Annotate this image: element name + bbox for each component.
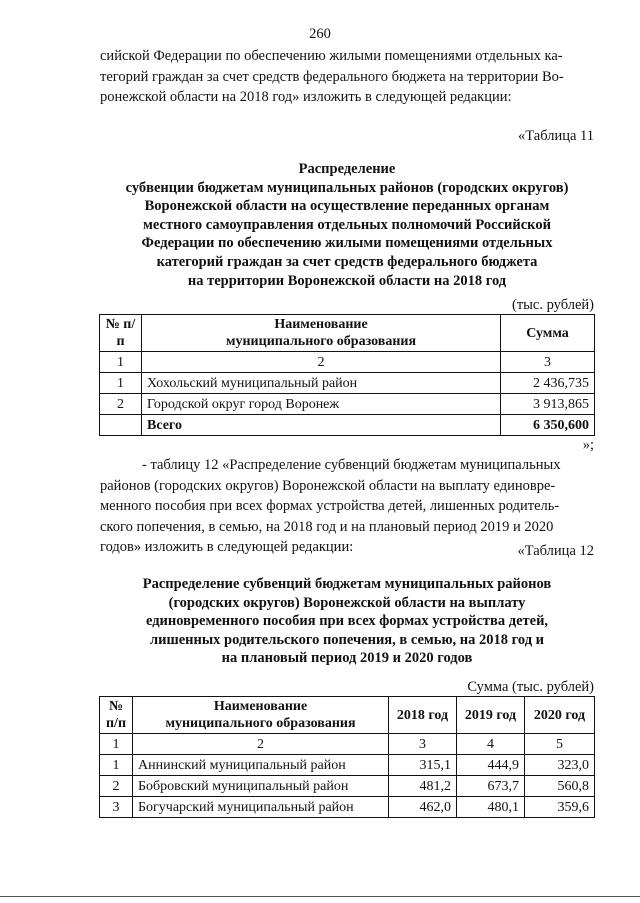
row-2020: 359,6 bbox=[525, 797, 595, 818]
header-2019: 2019 год bbox=[457, 697, 525, 734]
row-num: 2 bbox=[100, 394, 142, 415]
title-line: Воронежской области на осуществление переданных органам bbox=[144, 198, 550, 215]
intro-paragraph bbox=[100, 46, 594, 108]
row-sum: 2 436,735 bbox=[501, 373, 595, 394]
title-line: субвенции бюджетам муниципальных районов (городских округов) bbox=[125, 179, 569, 196]
header-name bbox=[133, 697, 389, 734]
table12-title bbox=[100, 575, 594, 668]
colnum: 5 bbox=[525, 734, 595, 755]
column-number-row bbox=[100, 352, 595, 373]
header-2020: 2020 год bbox=[525, 697, 595, 734]
table11-unit: (тыс. рублей) bbox=[512, 297, 594, 313]
page-number: 260 bbox=[309, 26, 331, 42]
text-line: сийской Федерации по обеспечению жилыми помещениями отдельных ка- bbox=[100, 48, 563, 64]
title-line: местного самоуправления отдельных полномочий Российской bbox=[143, 216, 551, 233]
text-line: - таблицу 12 «Распределение субвенций бюджетам муниципальных bbox=[142, 457, 561, 473]
row-name: Богучарский муниципальный район bbox=[133, 797, 389, 818]
header-name-line: муниципального образования bbox=[165, 716, 356, 731]
title-line: единовременного пособия при всех формах устройства детей, bbox=[145, 613, 549, 630]
title-line: на плановый период 2019 и 2020 годов bbox=[221, 650, 473, 667]
table11-title bbox=[100, 160, 594, 290]
title-line: Распределение bbox=[298, 161, 396, 177]
page-bottom-edge bbox=[0, 896, 640, 897]
colnum: 4 bbox=[457, 734, 525, 755]
row-num: 2 bbox=[100, 776, 133, 797]
table-row bbox=[100, 776, 595, 797]
colnum: 3 bbox=[389, 734, 457, 755]
colnum: 2 bbox=[142, 352, 501, 373]
table12-caption: «Таблица 12 bbox=[517, 543, 594, 559]
header-num: № п/п bbox=[100, 697, 133, 734]
table-row bbox=[100, 394, 595, 415]
column-number-row bbox=[100, 734, 595, 755]
table11-caption: «Таблица 11 bbox=[518, 128, 594, 144]
row-2018: 481,2 bbox=[389, 776, 457, 797]
title-line: категорий граждан за счет средств федерального бюджета bbox=[156, 253, 538, 270]
text-line: менного пособия при всех формах устройства детей, лишенных родитель- bbox=[100, 498, 560, 514]
title-line: (городских округов) Воронежской области на выплату bbox=[168, 594, 526, 611]
table12-unit: Сумма (тыс. рублей) bbox=[467, 679, 594, 695]
table11-closing: »; bbox=[582, 437, 594, 453]
text-line: ского попечения, в семью, на 2018 год и на плановый период 2019 и 2020 bbox=[100, 518, 554, 535]
text-line: районов (городских округов) Воронежской области на выплату единовре- bbox=[100, 477, 556, 494]
header-name-line: Наименование bbox=[213, 699, 308, 714]
row-name: Бобровский муниципальный район bbox=[133, 776, 389, 797]
total-sum: 6 350,600 bbox=[501, 415, 595, 436]
row-2019: 673,7 bbox=[457, 776, 525, 797]
table11 bbox=[99, 314, 595, 436]
table-row bbox=[100, 755, 595, 776]
total-row bbox=[100, 415, 595, 436]
table-header-row bbox=[100, 697, 595, 734]
title-line: на территории Воронежской области на 2018 год bbox=[187, 272, 507, 289]
row-2018: 462,0 bbox=[389, 797, 457, 818]
header-name-line: Наименование bbox=[274, 317, 368, 332]
total-label: Всего bbox=[142, 415, 501, 436]
text-line: тегорий граждан за счет средств федерального бюджета на территории Во- bbox=[100, 68, 564, 85]
table12 bbox=[99, 696, 595, 818]
row-num: 1 bbox=[100, 755, 133, 776]
header-name-line: муниципального образования bbox=[225, 334, 417, 349]
title-line: Федерации по обеспечению жилыми помещениями отдельных bbox=[141, 235, 553, 252]
row-2018: 315,1 bbox=[389, 755, 457, 776]
header-2018: 2018 год bbox=[389, 697, 457, 734]
row-sum: 3 913,865 bbox=[501, 394, 595, 415]
title-line: Распределение субвенций бюджетам муниципальных районов bbox=[142, 576, 552, 592]
total-empty-cell bbox=[100, 415, 142, 436]
row-2019: 480,1 bbox=[457, 797, 525, 818]
header-sum: Сумма bbox=[501, 315, 595, 352]
header-name bbox=[142, 315, 501, 352]
title-line: лишенных родительского попечения, в семью, на 2018 год и bbox=[149, 631, 545, 648]
row-2020: 323,0 bbox=[525, 755, 595, 776]
text-line: ронежской области на 2018 год» изложить в следующей редакции: bbox=[100, 89, 512, 105]
row-num: 1 bbox=[100, 373, 142, 394]
colnum: 1 bbox=[100, 352, 142, 373]
table-row bbox=[100, 797, 595, 818]
row-name: Городской округ город Воронеж bbox=[142, 394, 501, 415]
colnum: 2 bbox=[133, 734, 389, 755]
row-num: 3 bbox=[100, 797, 133, 818]
colnum: 1 bbox=[100, 734, 133, 755]
row-name: Хохольский муниципальный район bbox=[142, 373, 501, 394]
row-name: Аннинский муниципальный район bbox=[133, 755, 389, 776]
table-header-row bbox=[100, 315, 595, 352]
row-2019: 444,9 bbox=[457, 755, 525, 776]
table-row bbox=[100, 373, 595, 394]
text-line: годов» изложить в следующей редакции: bbox=[100, 539, 354, 555]
colnum: 3 bbox=[501, 352, 595, 373]
row-2020: 560,8 bbox=[525, 776, 595, 797]
header-num: № п/п bbox=[100, 315, 142, 352]
